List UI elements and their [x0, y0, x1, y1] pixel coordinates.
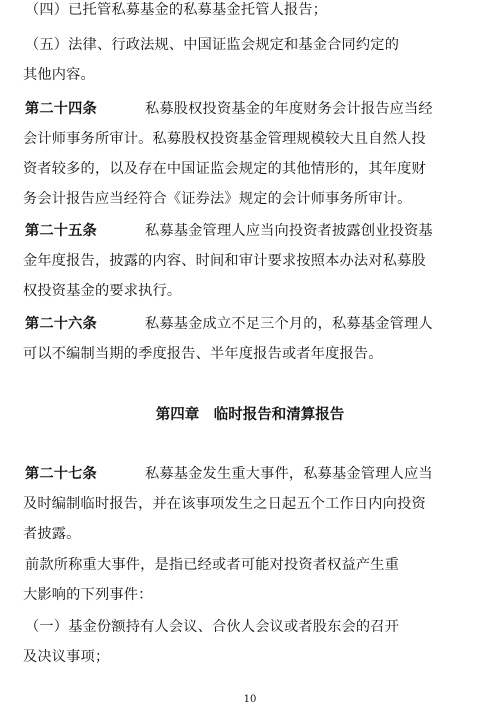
- article-27-line-1: 私募基金发生重大事件，私募基金管理人应当: [145, 466, 433, 482]
- paragraph-major-line-2: 大影响的下列事件：: [23, 587, 153, 603]
- article-25-label: 第二十五条: [25, 223, 97, 239]
- article-24-line-3: 资者较多的，以及存在中国证监会规定的其他情形的，其年度财: [23, 161, 426, 177]
- article-27-line-2: 及时编制临时报告，并在该事项发生之日起五个工作日内向投资: [23, 496, 426, 512]
- article-24-line-4: 务会计报告应当经符合《证券法》规定的会计师事务所审计。: [23, 191, 412, 207]
- article-24-label: 第二十四条: [25, 101, 97, 117]
- item-1-line-1: （一）基金份额持有人会议、合伙人会议或者股东会的召开: [25, 619, 400, 635]
- article-25-line-3: 权投资基金的要求执行。: [23, 283, 182, 299]
- page-number: 10: [243, 694, 257, 705]
- chapter-heading: 第四章 临时报告和清算报告: [155, 407, 345, 423]
- paragraph-major-line-1: 前款所称重大事件，是指已经或者可能对投资者权益产生重: [25, 557, 400, 573]
- article-26-label: 第二十六条: [25, 316, 97, 332]
- article-24-line-2: 会计师事务所审计。私募股权投资基金管理规模较大且自然人投: [23, 131, 426, 147]
- article-26-line-2: 可以不编制当期的季度报告、半年度报告或者年度报告。: [23, 346, 383, 362]
- item-1-line-2: 及决议事项；: [23, 649, 110, 665]
- article-27-line-3: 者披露。: [23, 526, 81, 542]
- article-25-line-1: 私募基金管理人应当向投资者披露创业投资基: [145, 223, 433, 239]
- article-27-label: 第二十七条: [25, 466, 97, 482]
- article-25-line-2: 金年度报告，披露的内容、时间和审计要求按照本办法对私募股: [23, 253, 426, 269]
- article-26-line-1: 私募基金成立不足三个月的，私募基金管理人: [145, 316, 433, 332]
- item-4-text: （四）已托管私募基金的私募基金托管人报告；: [25, 2, 328, 18]
- item-5-line-1: （五）法律、行政法规、中国证监会规定和基金合同约定的: [25, 37, 400, 53]
- item-5-line-2: 其他内容。: [23, 67, 95, 83]
- article-24-line-1: 私募股权投资基金的年度财务会计报告应当经: [145, 101, 433, 117]
